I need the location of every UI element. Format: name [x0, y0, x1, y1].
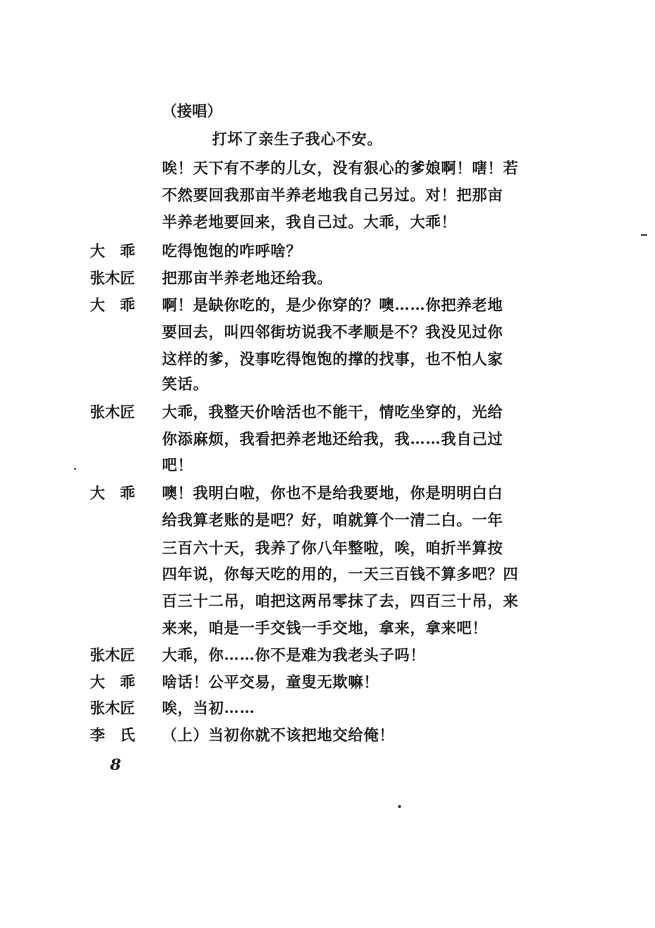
speaker-name: 张木匠 [90, 269, 136, 287]
dialogue-line: 啊！是缺你吃的，是少你穿的？噢……你把养老地 [162, 296, 504, 314]
dialogue-line: 笑话。 [162, 375, 209, 393]
dialogue-line: 唉！天下有不孝的儿女，没有狠心的爹娘啊！嗐！若 [162, 159, 519, 177]
dialogue-line: 大乖，我整天价啥活也不能干，情吃坐穿的，光给 [162, 403, 504, 421]
dialogue-line: 三百六十天，我养了你八年整啦，唉，咱折半算按 [162, 539, 504, 557]
speaker-name: 大 乖 [90, 296, 136, 314]
dialogue-line: 啥话！公平交易，童叟无欺嘛！ [162, 673, 380, 691]
stage-direction: （接唱） [162, 102, 223, 120]
speaker-name: 大 乖 [90, 484, 136, 502]
dialogue-line: 把那亩半养老地还给我。 [162, 269, 333, 287]
dialogue-line: 半养老地要回来，我自己过。大乖，大乖！ [162, 213, 457, 231]
dialogue-line: 来来，咱是一手交钱一手交地，拿来，拿来吧！ [162, 619, 488, 637]
dialogue-line: 要回去，叫四邻街坊说我不孝顺是不？我没见过你 [162, 323, 504, 341]
dialogue-line: 吧！ [162, 456, 194, 474]
dialogue-line: （上）当初你就不该把地交给俺！ [162, 726, 395, 744]
speaker-name: 大 乖 [90, 673, 136, 691]
dialogue-line: 唉，当初…… [162, 699, 256, 717]
dialogue-line: 四年说，你每天吃的用的，一天三百钱不算多吧？四 [162, 565, 519, 583]
dialogue-line: 吃得饱饱的咋呼啥？ [162, 242, 302, 260]
speaker-name: 张木匠 [90, 646, 136, 664]
speaker-name: 李 氏 [90, 726, 136, 744]
dialogue-line: 大乖，你……你不是难为我老头子吗！ [162, 646, 426, 664]
page-number: 8 [110, 755, 122, 774]
dialogue-line: 噢！我明白啦，你也不是给我要地，你是明明白白 [162, 484, 504, 502]
dialogue-line: 打坏了亲生子我心不安。 [212, 130, 383, 148]
scan-mark [641, 234, 647, 236]
dialogue-line: 百三十二吊，咱把这两吊零抹了去，四百三十吊，来 [162, 592, 519, 610]
speaker-name: 张木匠 [90, 699, 136, 717]
scan-speck [74, 468, 76, 470]
speaker-name: 张木匠 [90, 403, 136, 421]
dialogue-line: 这样的爹，没事吃得饱饱的撑的找事，也不怕人家 [162, 350, 504, 368]
speaker-name: 大 乖 [90, 242, 136, 260]
dialogue-line: 给我算老账的是吧？好，咱就算个一清二白。一年 [162, 511, 504, 529]
dialogue-line: 不然要回我那亩半养老地我自己另过。对！把那亩 [162, 186, 504, 204]
scan-speck [398, 805, 401, 808]
dialogue-line: 你添麻烦，我看把养老地还给我，我……我自己过 [162, 430, 504, 448]
